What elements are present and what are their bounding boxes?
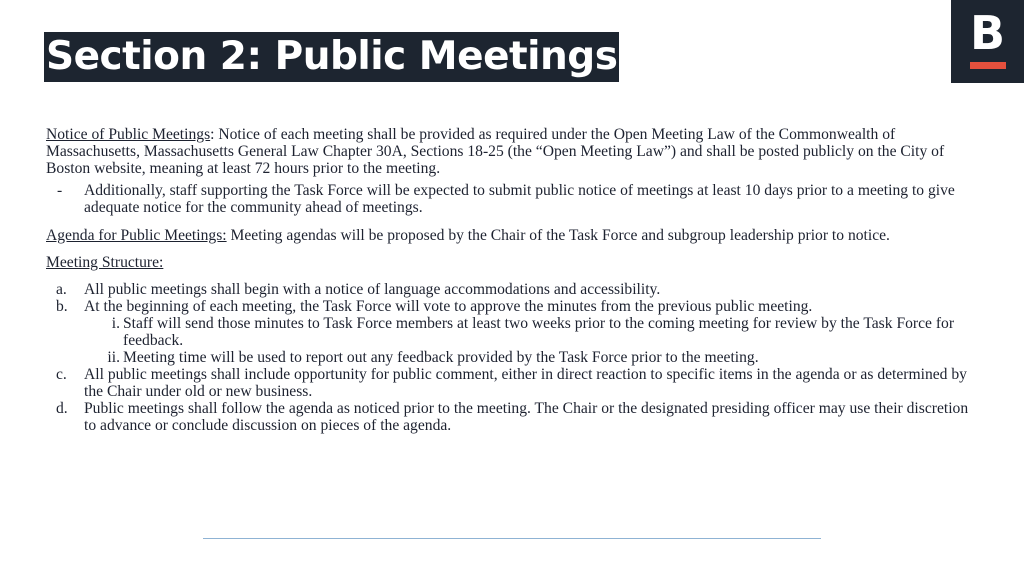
structure-heading-paragraph bbox=[46, 254, 976, 271]
sub-list-item bbox=[46, 315, 976, 349]
list-item bbox=[46, 281, 976, 298]
notice-bullet bbox=[46, 182, 976, 216]
agenda-text: Meeting agendas will be proposed by the Chair of the Task Force and subgroup leadership prior to notice. bbox=[226, 227, 890, 244]
footer-divider bbox=[203, 538, 821, 539]
list-item-text: At the beginning of each meeting, the Task Force will vote to approve the minutes from the previous public meeting. bbox=[84, 298, 813, 315]
list-marker: d. bbox=[56, 400, 68, 417]
slide-title: Section 2: Public Meetings bbox=[44, 32, 619, 82]
logo-letter: B bbox=[969, 6, 1006, 60]
list-item-text: All public meetings shall include opportunity for public comment, either in direct reaction to specific items in the agenda or as determined by the Chair under old or new business. bbox=[84, 366, 967, 400]
list-marker: c. bbox=[56, 366, 67, 383]
notice-bullet-text: Additionally, staff supporting the Task Force will be expected to submit public notice of meetings at least 10 days prior to a meeting to give adequate notice for the community ahead of meetings. bbox=[84, 182, 955, 216]
list-item-text: All public meetings shall begin with a notice of language accommodations and accessibility. bbox=[84, 281, 661, 298]
sub-list-item-text: Staff will send those minutes to Task Force members at least two weeks prior to the coming meeting for review by the Task Force for feedback. bbox=[123, 315, 955, 349]
list-item-text: Public meetings shall follow the agenda as noticed prior to the meeting. The Chair or the designated presiding officer may use their discretion to advance or conclude discussion on pieces of the agenda. bbox=[84, 400, 969, 434]
sub-list-marker: i. bbox=[111, 315, 120, 332]
sub-list-item-text: Meeting time will be used to report out any feedback provided by the Task Force prior to the meeting. bbox=[123, 349, 759, 366]
notice-heading: Notice of Public Meetings bbox=[46, 126, 211, 143]
list-item bbox=[46, 298, 976, 315]
boston-logo bbox=[951, 0, 1024, 83]
list-item bbox=[46, 366, 976, 400]
notice-text: : Notice of each meeting shall be provided as required under the Open Meeting Law of the Commonwealth of Massachusetts, Massachusetts General Law Chapter 30A, Sections 18-25 (the “Open Meeting Law”) and shall be posted publicly on the City of Boston website, meaning at least 72 hours prior to the meeting. bbox=[46, 126, 945, 177]
list-marker: b. bbox=[56, 298, 68, 315]
sub-list-marker: ii. bbox=[107, 349, 120, 366]
logo-accent-bar bbox=[970, 62, 1006, 69]
sub-list-item bbox=[46, 349, 976, 366]
agenda-heading: Agenda for Public Meetings: bbox=[46, 227, 227, 244]
dash-marker: - bbox=[57, 182, 63, 199]
structure-list bbox=[46, 281, 976, 434]
slide-body bbox=[46, 126, 976, 434]
structure-heading: Meeting Structure: bbox=[46, 254, 164, 271]
agenda-paragraph bbox=[46, 227, 976, 244]
notice-paragraph bbox=[46, 126, 976, 177]
list-item bbox=[46, 400, 976, 434]
list-marker: a. bbox=[56, 281, 67, 298]
